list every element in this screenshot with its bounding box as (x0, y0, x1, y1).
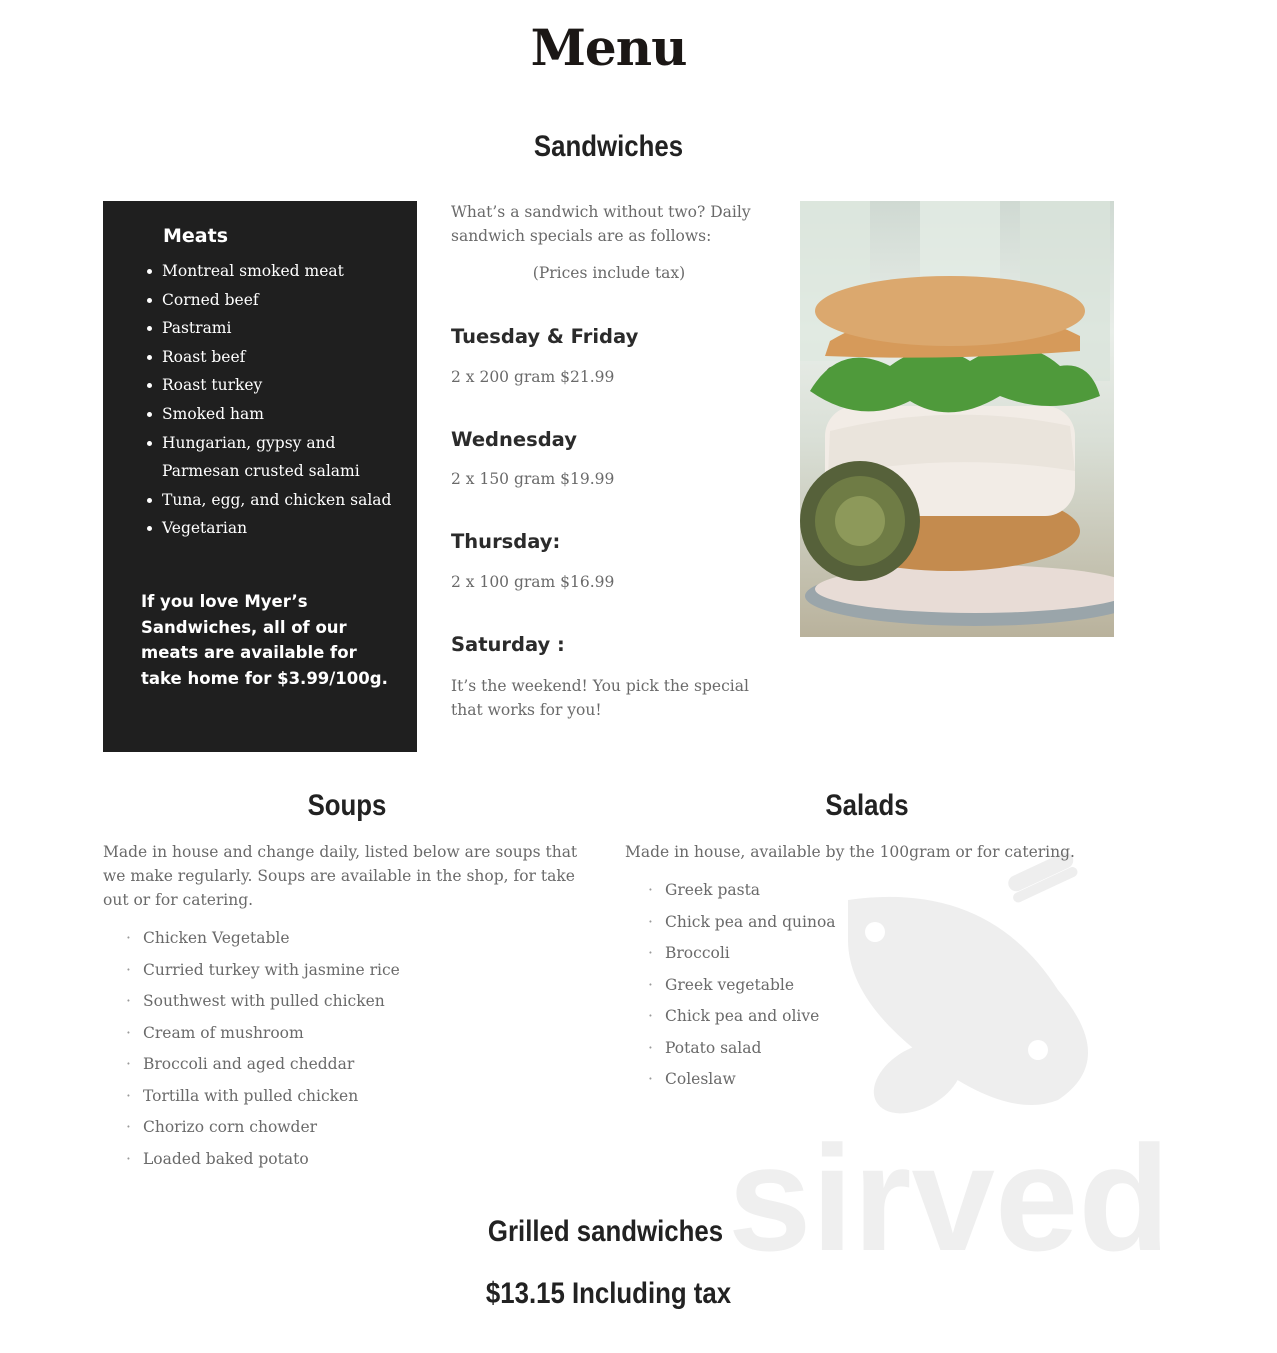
sandwich-photo (800, 201, 1114, 637)
list-item: · Potato salad (625, 1036, 836, 1068)
fork-spoon-icon (848, 850, 1088, 1128)
salads-intro: Made in house, available by the 100gram or for catering. (625, 843, 1075, 861)
list-item: · Tortilla with pulled chicken (103, 1084, 400, 1116)
special-detail: It’s the weekend! You pick the special that works for you! (451, 677, 749, 719)
list-item: · Broccoli and aged cheddar (103, 1052, 400, 1084)
page-title: Menu (530, 18, 687, 77)
list-item: · Cream of mushroom (103, 1021, 400, 1053)
list-item: Tuna, egg, and chicken salad (162, 486, 402, 515)
list-item: Montreal smoked meat (162, 257, 402, 286)
salads-title: Salads (825, 789, 909, 822)
list-item: Corned beef (162, 286, 402, 315)
list-item: Vegetarian (162, 514, 402, 543)
list-item: · Broccoli (625, 941, 836, 973)
list-item: Roast beef (162, 343, 402, 372)
list-item: · Chicken Vegetable (103, 926, 400, 958)
sirved-wordmark: sirved (728, 1114, 1170, 1270)
special-day-title: Thursday: (451, 530, 561, 553)
list-item: · Greek pasta (625, 878, 836, 910)
soups-list (103, 926, 400, 1178)
special-detail: 2 x 200 gram $21.99 (451, 368, 615, 386)
special-detail: 2 x 100 gram $16.99 (451, 573, 615, 591)
list-item: · Southwest with pulled chicken (103, 989, 400, 1021)
list-item: Roast turkey (162, 371, 402, 400)
meats-list (103, 257, 402, 543)
list-item: · Chick pea and quinoa (625, 910, 836, 942)
list-item: · Loaded baked potato (103, 1147, 400, 1179)
list-item: · Coleslaw (625, 1067, 836, 1099)
special-day-title: Tuesday & Friday (451, 325, 639, 348)
list-item: · Chorizo corn chowder (103, 1115, 400, 1147)
special-day-title: Saturday : (451, 633, 565, 656)
list-item: · Curried turkey with jasmine rice (103, 958, 400, 990)
special-detail: 2 x 150 gram $19.99 (451, 470, 615, 488)
prices-note: (Prices include tax) (532, 264, 686, 282)
soups-title: Soups (307, 789, 387, 822)
grilled-price: $13.15 Including tax (485, 1277, 732, 1310)
meats-card (103, 201, 417, 752)
sandwich-intro: What’s a sandwich without two? Daily sandwich specials are as follows: (451, 203, 751, 245)
take-home-note: If you love Myer’s Sandwiches, all of our meats are available for take home for $3.99/100g. (141, 592, 388, 688)
special-day-title: Wednesday (451, 428, 577, 451)
sandwiches-title: Sandwiches (533, 130, 684, 163)
grilled-title: Grilled sandwiches (487, 1215, 724, 1248)
list-item: Pastrami (162, 314, 402, 343)
list-item: Hungarian, gypsy and Parmesan crusted salami (162, 429, 402, 486)
list-item: Smoked ham (162, 400, 402, 429)
soups-intro: Made in house and change daily, listed below are soups that we make regularly. Soups are available in the shop, for take out or for catering. (103, 843, 578, 909)
meats-title: Meats (163, 225, 229, 247)
salads-list (625, 878, 836, 1099)
list-item: · Chick pea and olive (625, 1004, 836, 1036)
list-item: · Greek vegetable (625, 973, 836, 1005)
